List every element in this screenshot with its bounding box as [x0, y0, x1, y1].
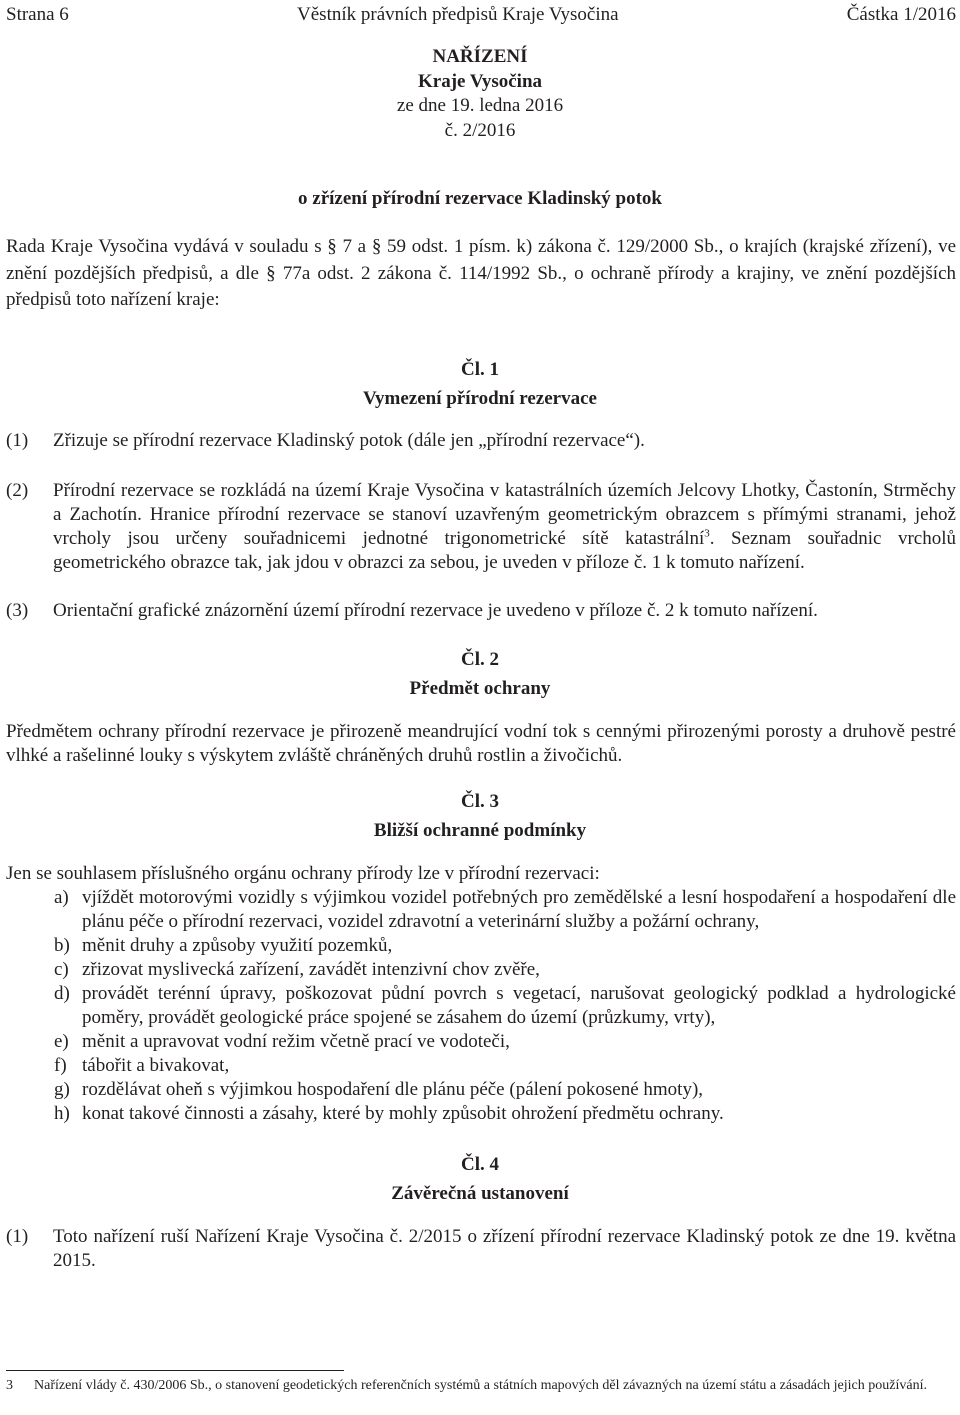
preamble: Rada Kraje Vysočina vydává v souladu s § 7 a § 59 odst. 1 písm. k) zákona č. 129/2000 Sb., o krajích (krajské zřízení), ve znění pozdějších předpisů, a dle § 77a odst. 2 zákona č. 114/1992 Sb., o ochraně přírody a krajiny, ve znění pozdějších předpisů toto nařízení kraje: [6, 236, 956, 310]
page-number: Strana 6 [6, 4, 69, 25]
list-item-text: zřizovat myslivecká zařízení, zavádět intenzivní chov zvěře, [82, 959, 540, 980]
document-type: NAŘÍZENÍ [432, 46, 528, 67]
list-item-text: tábořit a bivakovat, [82, 1055, 230, 1076]
article-3-lead: Jen se souhlasem příslušného orgánu ochrany přírody lze v přírodní rezervaci: [6, 863, 600, 884]
article-1-paragraph-1 [6, 429, 956, 453]
footnote-number: 3 [6, 1378, 13, 1393]
list-item-text: vjíždět motorovými vozidly s výjimkou vozidel potřebných pro zemědělské a lesní hospodaření a hospodaření dle plánu péče o přírodní rezervaci, vozidel zdravotní a veterinární služby a požární ochrany, [82, 887, 956, 932]
article-heading: Předmět ochrany [409, 678, 551, 699]
paragraph-text: Toto nařízení ruší Nařízení Kraje Vysočina č. 2/2015 o zřízení přírodní rezervace Kladinský potok ze dne 19. května 2015. [53, 1226, 956, 1271]
list-item [54, 886, 956, 934]
article-number: Čl. 3 [461, 791, 499, 812]
list-marker: h) [54, 1103, 70, 1124]
issue-number: Částka 1/2016 [846, 4, 956, 25]
issue-date: ze dne 19. ledna 2016 [396, 95, 564, 116]
list-marker: a) [54, 887, 69, 908]
running-header [6, 4, 956, 26]
title-block [0, 45, 960, 143]
paragraph-number: (2) [6, 480, 29, 501]
list-item [54, 1030, 956, 1054]
article-1-header [0, 355, 960, 413]
list-item-text: měnit druhy a způsoby využití pozemků, [82, 935, 393, 956]
article-2-header [0, 645, 960, 703]
article-2-text: Předmětem ochrany přírodní rezervace je přirozeně meandrující vodní tok s cennými přirozenými porosty a druhově pestré vlhké a rašelinné louky s výskytem zvláště chráněných druhů rostlin a živočichů. [6, 721, 956, 766]
article-heading: Závěrečná ustanovení [391, 1183, 569, 1204]
list-marker: e) [54, 1031, 69, 1052]
paragraph-number: (1) [6, 430, 29, 451]
paragraph-number: (3) [6, 600, 29, 621]
list-item [54, 1078, 956, 1102]
list-item [54, 934, 956, 958]
list-item-text: konat takové činnosti a zásahy, které by mohly způsobit ohrožení předmětu ochrany. [82, 1103, 724, 1124]
paragraph-text-part: Přírodní rezervace se rozkládá na území Kraje Vysočina v katastrálních územích Jelcovy Lhotky, Častonín, Strměchy a Zachotín. Hranice přírodní rezervace se stanoví uzavřeným geometrickým obrazcem s přímými stranami, jehož vrcholy jsou určeny souřadnicemi jednotné trigonometrické sítě katastrální [53, 480, 956, 549]
article-1-paragraph-2 [6, 479, 956, 575]
article-heading: Bližší ochranné podmínky [373, 820, 587, 841]
list-item-text: měnit a upravovat vodní režim včetně prací ve vodoteči, [82, 1031, 510, 1052]
list-marker: g) [54, 1079, 70, 1100]
list-marker: f) [54, 1055, 67, 1076]
list-item-text: rozdělávat oheň s výjimkou hospodaření dle plánu péče (pálení pokosené hmoty), [82, 1079, 704, 1100]
conditions-list [54, 886, 956, 1126]
paragraph-text: Orientační grafické znázornění území přírodní rezervace je uvedeno v příloze č. 2 k tomuto nařízení. [53, 600, 818, 621]
article-1-paragraph-3 [6, 599, 956, 623]
paragraph-text: Zřizuje se přírodní rezervace Kladinský potok (dále jen „přírodní rezervace“). [53, 430, 645, 451]
article-3-header [0, 787, 960, 845]
journal-title: Věstník právních předpisů Kraje Vysočina [297, 4, 619, 25]
footnote [6, 1377, 956, 1395]
footnote-divider [6, 1370, 344, 1371]
article-4-header [0, 1150, 960, 1208]
article-number: Čl. 1 [461, 359, 499, 380]
article-heading: Vymezení přírodní rezervace [363, 388, 597, 409]
regulation-subject: o zřízení přírodní rezervace Kladinský potok [298, 188, 662, 209]
regulation-number: č. 2/2016 [444, 119, 516, 141]
list-item [54, 1102, 956, 1126]
footnote-text: Nařízení vlády č. 430/2006 Sb., o stanovení geodetických referenčních systémů a státních mapových děl závazných na území státu a zásadách jejich používání. [34, 1378, 927, 1393]
list-item [54, 982, 956, 1030]
paragraph-text [53, 479, 956, 575]
list-marker: d) [54, 983, 70, 1004]
list-marker: c) [54, 959, 69, 980]
list-item [54, 958, 956, 982]
article-number: Čl. 4 [461, 1154, 499, 1175]
list-item-text: provádět terénní úpravy, poškozovat půdní povrch s vegetací, narušovat geologický podklad a hydrologické poměry, provádět geologické práce spojené se zásahem do území (průzkumy, vrty), [82, 983, 956, 1028]
list-marker: b) [54, 935, 70, 956]
paragraph-text-part: . Seznam souřadnic vrcholů geometrického obrazce tak, jak jdou v obrazci za sebou, je uveden v příloze č. 1 k tomuto nařízení. [53, 528, 956, 573]
footnote-reference: 3 [704, 527, 710, 540]
issuing-region: Kraje Vysočina [417, 70, 543, 92]
article-number: Čl. 2 [461, 649, 499, 670]
paragraph-number: (1) [6, 1226, 29, 1247]
article-4-paragraph-1 [6, 1225, 956, 1273]
list-item [54, 1054, 956, 1078]
